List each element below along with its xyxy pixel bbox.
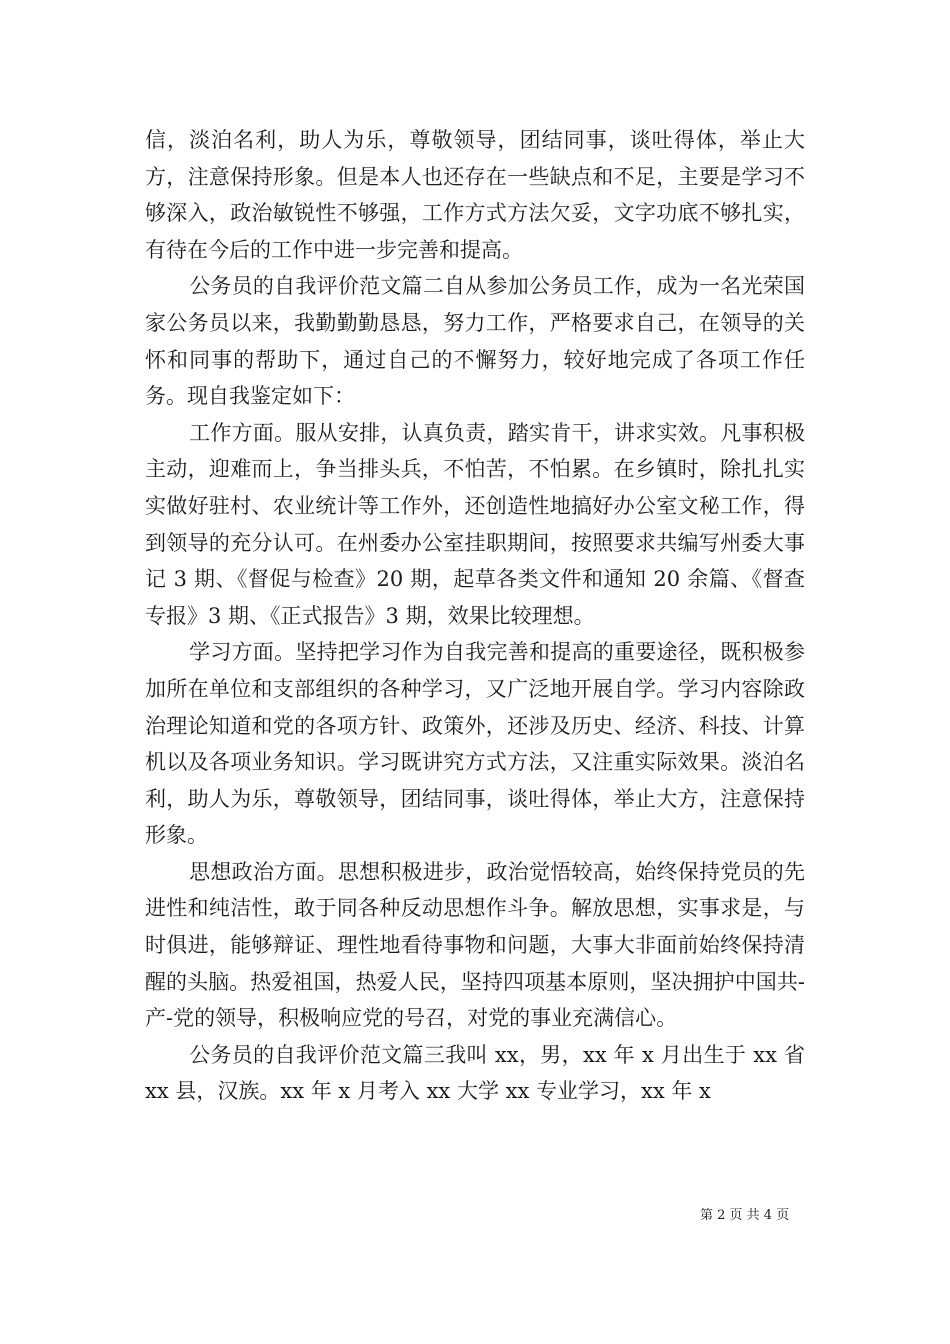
paragraph-politics: 思想政治方面。思想积极进步，政治觉悟较高，始终保持党员的先进性和纯洁性，敢于同各种反动思想作斗争。解放思想，实事求是，与时俱进，能够辩证、理性地看待事物和问题，大事大非面前始终保持清醒的头脑。热爱祖国，热爱人民，坚持四项基本原则，坚决拥护中国共-产-党的领导，积极响应党的号召，对党的事业充满信心。	[145, 859, 805, 1031]
paragraph-essay-two-intro: 公务员的自我评价范文篇二自从参加公务员工作，成为一名光荣国家公务员以来，我勤勤勤恳恳，努力工作，严格要求自己，在领导的关怀和同事的帮助下，通过自己的不懈努力，较好地完成了各项工作任务。现自我鉴定如下：	[145, 274, 805, 409]
paragraph-essay-three-intro: 公务员的自我评价范文篇三我叫 xx，男，xx 年 x 月出生于 xx 省 xx 县，汉族。xx 年 x 月考入 xx 大学 xx 专业学习，xx 年 x	[145, 1042, 805, 1104]
paragraph-continuation: 信，淡泊名利，助人为乐，尊敬领导，团结同事，谈吐得体，举止大方，注意保持形象。但是本人也还存在一些缺点和不足，主要是学习不够深入，政治敏锐性不够强，工作方式方法欠妥，文字功底不够扎实，有待在今后的工作中进一步完善和提高。	[145, 128, 805, 262]
document-body	[145, 122, 805, 1110]
page-number: 第 2 页 共 4 页	[700, 1208, 790, 1223]
paragraph-work: 工作方面。服从安排，认真负责，踏实肯干，讲求实效。凡事积极主动，迎难而上，争当排头兵，不怕苦，不怕累。在乡镇时，除扎扎实实做好驻村、农业统计等工作外，还创造性地搞好办公室文秘工作，得到领导的充分认可。在州委办公室挂职期间，按照要求共编写州委大事记 3 期、《督促与检查》20 期，起草各类文件和通知 20 余篇、《督查专报》3 期、《正式报告》3 期，效果比较理想。	[145, 420, 805, 628]
paragraph-study: 学习方面。坚持把学习作为自我完善和提高的重要途径，既积极参加所在单位和支部组织的各种学习，又广泛地开展自学。学习内容除政治理论知道和党的各项方针、政策外，还涉及历史、经济、科技、计算机以及各项业务知识。学习既讲究方式方法，又注重实际效果。淡泊名利，助人为乐，尊敬领导，团结同事，谈吐得体，举止大方，注意保持形象。	[145, 640, 805, 848]
